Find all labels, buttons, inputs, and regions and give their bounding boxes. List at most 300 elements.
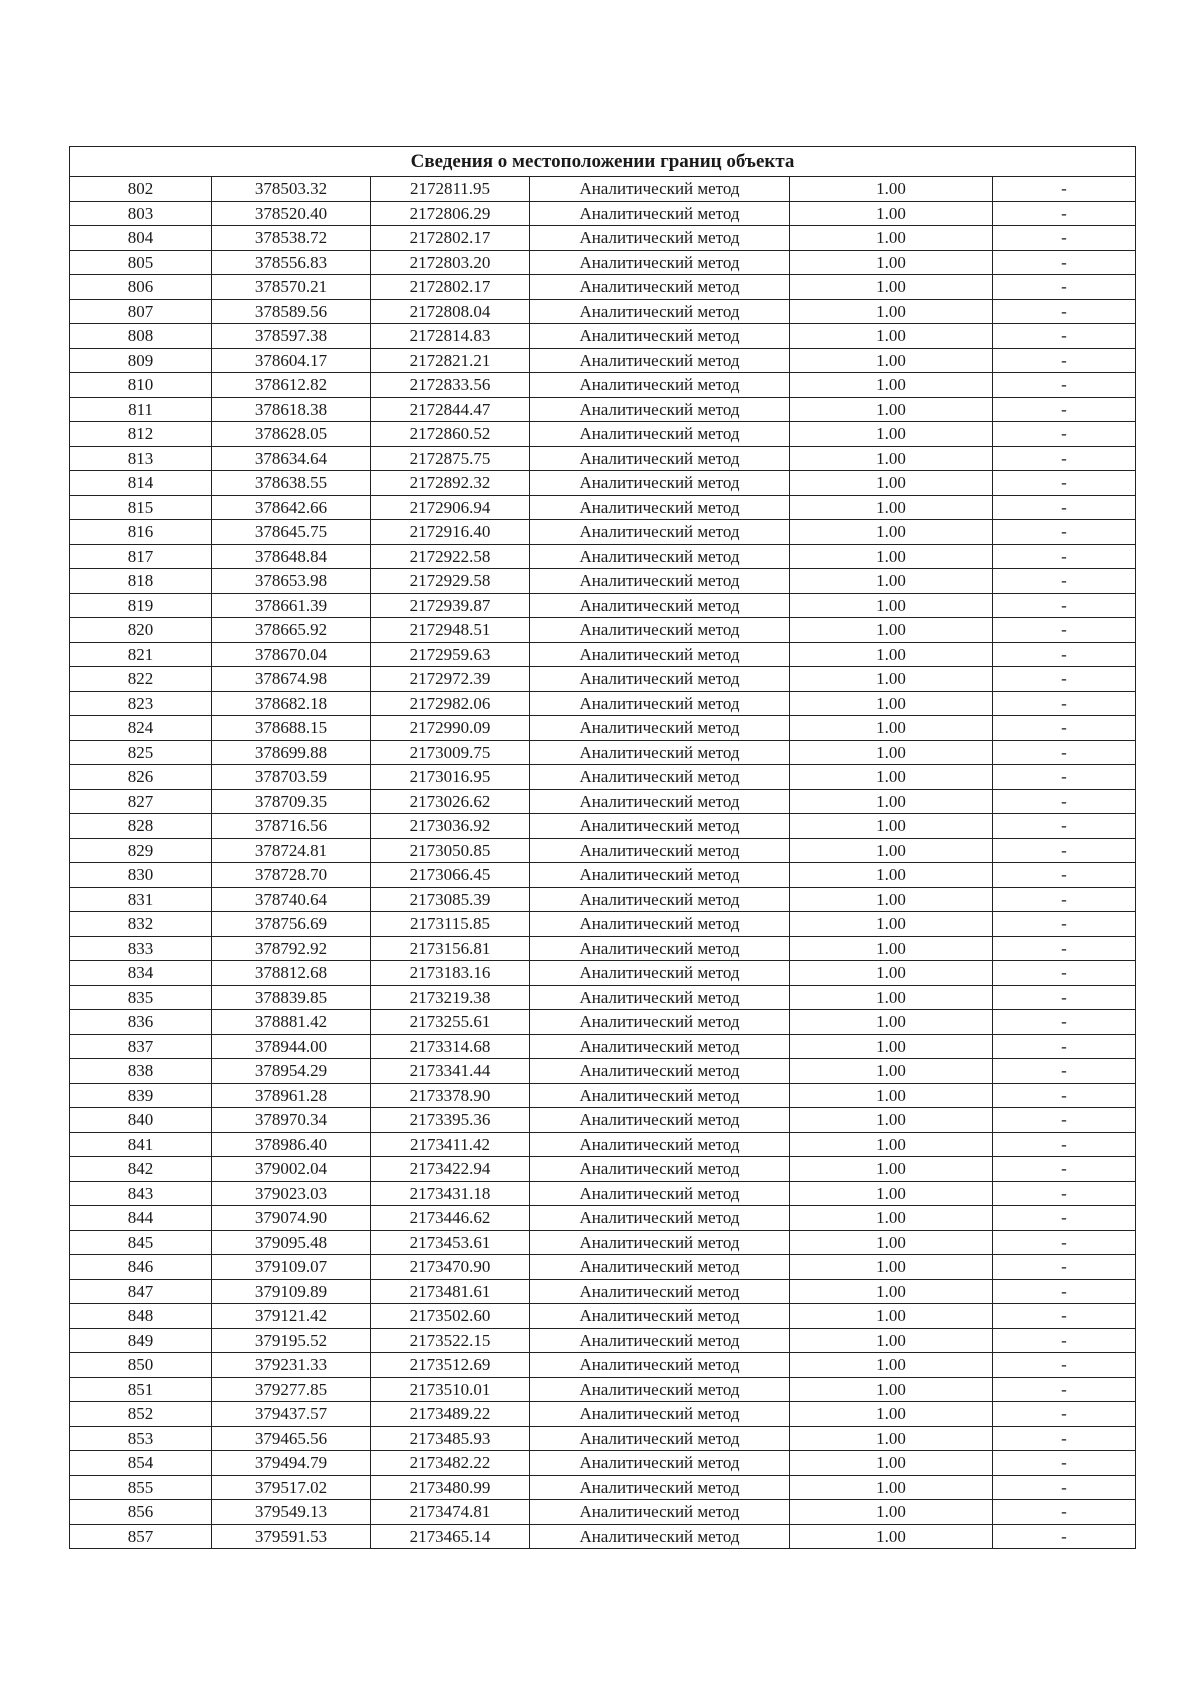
description-cell: - xyxy=(993,397,1136,422)
y-coordinate-cell: 2172959.63 xyxy=(371,642,530,667)
accuracy-cell: 1.00 xyxy=(790,1377,993,1402)
method-cell: Аналитический метод xyxy=(530,1132,790,1157)
description-cell: - xyxy=(993,177,1136,202)
y-coordinate-cell: 2173115.85 xyxy=(371,912,530,937)
x-coordinate-cell: 378792.92 xyxy=(212,936,371,961)
table-row xyxy=(70,1132,1136,1157)
point-number-cell: 814 xyxy=(70,471,212,496)
point-number-cell: 847 xyxy=(70,1279,212,1304)
method-cell: Аналитический метод xyxy=(530,1402,790,1427)
y-coordinate-cell: 2173009.75 xyxy=(371,740,530,765)
method-cell: Аналитический метод xyxy=(530,1230,790,1255)
accuracy-cell: 1.00 xyxy=(790,1059,993,1084)
x-coordinate-cell: 378682.18 xyxy=(212,691,371,716)
y-coordinate-cell: 2172892.32 xyxy=(371,471,530,496)
table-row xyxy=(70,1108,1136,1133)
point-number-cell: 835 xyxy=(70,985,212,1010)
description-cell: - xyxy=(993,1475,1136,1500)
y-coordinate-cell: 2172821.21 xyxy=(371,348,530,373)
y-coordinate-cell: 2172982.06 xyxy=(371,691,530,716)
point-number-cell: 854 xyxy=(70,1451,212,1476)
method-cell: Аналитический метод xyxy=(530,1377,790,1402)
description-cell: - xyxy=(993,789,1136,814)
table-row xyxy=(70,740,1136,765)
point-number-cell: 824 xyxy=(70,716,212,741)
point-number-cell: 813 xyxy=(70,446,212,471)
x-coordinate-cell: 379095.48 xyxy=(212,1230,371,1255)
table-row xyxy=(70,1328,1136,1353)
y-coordinate-cell: 2173395.36 xyxy=(371,1108,530,1133)
point-number-cell: 828 xyxy=(70,814,212,839)
point-number-cell: 849 xyxy=(70,1328,212,1353)
description-cell: - xyxy=(993,569,1136,594)
point-number-cell: 856 xyxy=(70,1500,212,1525)
point-number-cell: 802 xyxy=(70,177,212,202)
table-row xyxy=(70,544,1136,569)
description-cell: - xyxy=(993,838,1136,863)
accuracy-cell: 1.00 xyxy=(790,642,993,667)
description-cell: - xyxy=(993,985,1136,1010)
accuracy-cell: 1.00 xyxy=(790,373,993,398)
method-cell: Аналитический метод xyxy=(530,544,790,569)
table-row xyxy=(70,691,1136,716)
accuracy-cell: 1.00 xyxy=(790,1279,993,1304)
accuracy-cell: 1.00 xyxy=(790,814,993,839)
x-coordinate-cell: 378570.21 xyxy=(212,275,371,300)
method-cell: Аналитический метод xyxy=(530,520,790,545)
method-cell: Аналитический метод xyxy=(530,324,790,349)
description-cell: - xyxy=(993,226,1136,251)
accuracy-cell: 1.00 xyxy=(790,177,993,202)
description-cell: - xyxy=(993,1181,1136,1206)
accuracy-cell: 1.00 xyxy=(790,961,993,986)
table-row xyxy=(70,1083,1136,1108)
method-cell: Аналитический метод xyxy=(530,1500,790,1525)
method-cell: Аналитический метод xyxy=(530,1475,790,1500)
point-number-cell: 842 xyxy=(70,1157,212,1182)
accuracy-cell: 1.00 xyxy=(790,495,993,520)
method-cell: Аналитический метод xyxy=(530,1524,790,1549)
table-row xyxy=(70,495,1136,520)
y-coordinate-cell: 2173453.61 xyxy=(371,1230,530,1255)
method-cell: Аналитический метод xyxy=(530,348,790,373)
y-coordinate-cell: 2172972.39 xyxy=(371,667,530,692)
table-row xyxy=(70,201,1136,226)
method-cell: Аналитический метод xyxy=(530,667,790,692)
accuracy-cell: 1.00 xyxy=(790,667,993,692)
accuracy-cell: 1.00 xyxy=(790,912,993,937)
method-cell: Аналитический метод xyxy=(530,1328,790,1353)
method-cell: Аналитический метод xyxy=(530,1059,790,1084)
method-cell: Аналитический метод xyxy=(530,569,790,594)
x-coordinate-cell: 378520.40 xyxy=(212,201,371,226)
y-coordinate-cell: 2172811.95 xyxy=(371,177,530,202)
description-cell: - xyxy=(993,495,1136,520)
point-number-cell: 803 xyxy=(70,201,212,226)
point-number-cell: 806 xyxy=(70,275,212,300)
x-coordinate-cell: 379195.52 xyxy=(212,1328,371,1353)
point-number-cell: 819 xyxy=(70,593,212,618)
method-cell: Аналитический метод xyxy=(530,275,790,300)
table-row xyxy=(70,324,1136,349)
x-coordinate-cell: 378716.56 xyxy=(212,814,371,839)
accuracy-cell: 1.00 xyxy=(790,1524,993,1549)
table-row xyxy=(70,1181,1136,1206)
point-number-cell: 838 xyxy=(70,1059,212,1084)
x-coordinate-cell: 379517.02 xyxy=(212,1475,371,1500)
table-row xyxy=(70,1279,1136,1304)
method-cell: Аналитический метод xyxy=(530,1083,790,1108)
y-coordinate-cell: 2173474.81 xyxy=(371,1500,530,1525)
y-coordinate-cell: 2172802.17 xyxy=(371,275,530,300)
table-row xyxy=(70,250,1136,275)
method-cell: Аналитический метод xyxy=(530,716,790,741)
accuracy-cell: 1.00 xyxy=(790,1255,993,1280)
y-coordinate-cell: 2172922.58 xyxy=(371,544,530,569)
method-cell: Аналитический метод xyxy=(530,1157,790,1182)
x-coordinate-cell: 378986.40 xyxy=(212,1132,371,1157)
description-cell: - xyxy=(993,642,1136,667)
y-coordinate-cell: 2173378.90 xyxy=(371,1083,530,1108)
y-coordinate-cell: 2172833.56 xyxy=(371,373,530,398)
y-coordinate-cell: 2173481.61 xyxy=(371,1279,530,1304)
accuracy-cell: 1.00 xyxy=(790,716,993,741)
x-coordinate-cell: 378556.83 xyxy=(212,250,371,275)
table-row xyxy=(70,1475,1136,1500)
accuracy-cell: 1.00 xyxy=(790,887,993,912)
x-coordinate-cell: 378604.17 xyxy=(212,348,371,373)
y-coordinate-cell: 2173314.68 xyxy=(371,1034,530,1059)
x-coordinate-cell: 378674.98 xyxy=(212,667,371,692)
accuracy-cell: 1.00 xyxy=(790,1083,993,1108)
point-number-cell: 830 xyxy=(70,863,212,888)
method-cell: Аналитический метод xyxy=(530,593,790,618)
method-cell: Аналитический метод xyxy=(530,397,790,422)
point-number-cell: 811 xyxy=(70,397,212,422)
description-cell: - xyxy=(993,691,1136,716)
description-cell: - xyxy=(993,1279,1136,1304)
method-cell: Аналитический метод xyxy=(530,1426,790,1451)
description-cell: - xyxy=(993,740,1136,765)
table-row xyxy=(70,961,1136,986)
y-coordinate-cell: 2173026.62 xyxy=(371,789,530,814)
description-cell: - xyxy=(993,1230,1136,1255)
y-coordinate-cell: 2173512.69 xyxy=(371,1353,530,1378)
point-number-cell: 822 xyxy=(70,667,212,692)
point-number-cell: 805 xyxy=(70,250,212,275)
y-coordinate-cell: 2172906.94 xyxy=(371,495,530,520)
accuracy-cell: 1.00 xyxy=(790,740,993,765)
accuracy-cell: 1.00 xyxy=(790,201,993,226)
method-cell: Аналитический метод xyxy=(530,422,790,447)
accuracy-cell: 1.00 xyxy=(790,1181,993,1206)
point-number-cell: 825 xyxy=(70,740,212,765)
table-row xyxy=(70,177,1136,202)
accuracy-cell: 1.00 xyxy=(790,397,993,422)
method-cell: Аналитический метод xyxy=(530,985,790,1010)
point-number-cell: 818 xyxy=(70,569,212,594)
x-coordinate-cell: 378670.04 xyxy=(212,642,371,667)
method-cell: Аналитический метод xyxy=(530,177,790,202)
point-number-cell: 839 xyxy=(70,1083,212,1108)
x-coordinate-cell: 378728.70 xyxy=(212,863,371,888)
point-number-cell: 827 xyxy=(70,789,212,814)
table-row xyxy=(70,1034,1136,1059)
y-coordinate-cell: 2173341.44 xyxy=(371,1059,530,1084)
table-header xyxy=(70,147,1136,177)
description-cell: - xyxy=(993,618,1136,643)
x-coordinate-cell: 378970.34 xyxy=(212,1108,371,1133)
table-row xyxy=(70,471,1136,496)
y-coordinate-cell: 2173489.22 xyxy=(371,1402,530,1427)
method-cell: Аналитический метод xyxy=(530,495,790,520)
x-coordinate-cell: 378756.69 xyxy=(212,912,371,937)
y-coordinate-cell: 2173016.95 xyxy=(371,765,530,790)
accuracy-cell: 1.00 xyxy=(790,569,993,594)
method-cell: Аналитический метод xyxy=(530,642,790,667)
point-number-cell: 826 xyxy=(70,765,212,790)
accuracy-cell: 1.00 xyxy=(790,226,993,251)
method-cell: Аналитический метод xyxy=(530,838,790,863)
x-coordinate-cell: 379109.89 xyxy=(212,1279,371,1304)
point-number-cell: 837 xyxy=(70,1034,212,1059)
y-coordinate-cell: 2172990.09 xyxy=(371,716,530,741)
y-coordinate-cell: 2173485.93 xyxy=(371,1426,530,1451)
method-cell: Аналитический метод xyxy=(530,789,790,814)
y-coordinate-cell: 2173050.85 xyxy=(371,838,530,863)
point-number-cell: 851 xyxy=(70,1377,212,1402)
description-cell: - xyxy=(993,1206,1136,1231)
description-cell: - xyxy=(993,1353,1136,1378)
point-number-cell: 845 xyxy=(70,1230,212,1255)
description-cell: - xyxy=(993,936,1136,961)
point-number-cell: 846 xyxy=(70,1255,212,1280)
y-coordinate-cell: 2173482.22 xyxy=(371,1451,530,1476)
x-coordinate-cell: 378642.66 xyxy=(212,495,371,520)
description-cell: - xyxy=(993,299,1136,324)
description-cell: - xyxy=(993,250,1136,275)
description-cell: - xyxy=(993,520,1136,545)
point-number-cell: 816 xyxy=(70,520,212,545)
method-cell: Аналитический метод xyxy=(530,471,790,496)
accuracy-cell: 1.00 xyxy=(790,765,993,790)
accuracy-cell: 1.00 xyxy=(790,1500,993,1525)
table-row xyxy=(70,373,1136,398)
table-row xyxy=(70,226,1136,251)
x-coordinate-cell: 379074.90 xyxy=(212,1206,371,1231)
table-row xyxy=(70,642,1136,667)
accuracy-cell: 1.00 xyxy=(790,789,993,814)
description-cell: - xyxy=(993,912,1136,937)
point-number-cell: 834 xyxy=(70,961,212,986)
accuracy-cell: 1.00 xyxy=(790,1108,993,1133)
accuracy-cell: 1.00 xyxy=(790,1475,993,1500)
table-row xyxy=(70,569,1136,594)
method-cell: Аналитический метод xyxy=(530,618,790,643)
point-number-cell: 812 xyxy=(70,422,212,447)
table-row xyxy=(70,1402,1136,1427)
table-row xyxy=(70,814,1136,839)
description-cell: - xyxy=(993,1255,1136,1280)
table-row xyxy=(70,446,1136,471)
x-coordinate-cell: 378612.82 xyxy=(212,373,371,398)
table-row xyxy=(70,789,1136,814)
description-cell: - xyxy=(993,1010,1136,1035)
table-row xyxy=(70,1230,1136,1255)
x-coordinate-cell: 378661.39 xyxy=(212,593,371,618)
x-coordinate-cell: 379549.13 xyxy=(212,1500,371,1525)
table-row xyxy=(70,348,1136,373)
point-number-cell: 836 xyxy=(70,1010,212,1035)
point-number-cell: 840 xyxy=(70,1108,212,1133)
table-body xyxy=(70,177,1136,1549)
x-coordinate-cell: 378961.28 xyxy=(212,1083,371,1108)
x-coordinate-cell: 379023.03 xyxy=(212,1181,371,1206)
table-row xyxy=(70,1500,1136,1525)
x-coordinate-cell: 379465.56 xyxy=(212,1426,371,1451)
table-row xyxy=(70,593,1136,618)
accuracy-cell: 1.00 xyxy=(790,1426,993,1451)
y-coordinate-cell: 2172814.83 xyxy=(371,324,530,349)
point-number-cell: 857 xyxy=(70,1524,212,1549)
y-coordinate-cell: 2173510.01 xyxy=(371,1377,530,1402)
accuracy-cell: 1.00 xyxy=(790,691,993,716)
point-number-cell: 853 xyxy=(70,1426,212,1451)
table-row xyxy=(70,397,1136,422)
table-row xyxy=(70,1255,1136,1280)
method-cell: Аналитический метод xyxy=(530,250,790,275)
accuracy-cell: 1.00 xyxy=(790,1402,993,1427)
point-number-cell: 823 xyxy=(70,691,212,716)
y-coordinate-cell: 2173085.39 xyxy=(371,887,530,912)
method-cell: Аналитический метод xyxy=(530,373,790,398)
accuracy-cell: 1.00 xyxy=(790,1034,993,1059)
accuracy-cell: 1.00 xyxy=(790,275,993,300)
description-cell: - xyxy=(993,275,1136,300)
method-cell: Аналитический метод xyxy=(530,1034,790,1059)
point-number-cell: 821 xyxy=(70,642,212,667)
x-coordinate-cell: 378740.64 xyxy=(212,887,371,912)
x-coordinate-cell: 379109.07 xyxy=(212,1255,371,1280)
table-row xyxy=(70,838,1136,863)
y-coordinate-cell: 2173502.60 xyxy=(371,1304,530,1329)
table-row xyxy=(70,912,1136,937)
y-coordinate-cell: 2173219.38 xyxy=(371,985,530,1010)
table-row xyxy=(70,618,1136,643)
method-cell: Аналитический метод xyxy=(530,863,790,888)
accuracy-cell: 1.00 xyxy=(790,1230,993,1255)
description-cell: - xyxy=(993,373,1136,398)
description-cell: - xyxy=(993,1034,1136,1059)
x-coordinate-cell: 378688.15 xyxy=(212,716,371,741)
x-coordinate-cell: 378618.38 xyxy=(212,397,371,422)
y-coordinate-cell: 2172802.17 xyxy=(371,226,530,251)
y-coordinate-cell: 2172806.29 xyxy=(371,201,530,226)
description-cell: - xyxy=(993,446,1136,471)
description-cell: - xyxy=(993,1132,1136,1157)
table-row xyxy=(70,1157,1136,1182)
y-coordinate-cell: 2172875.75 xyxy=(371,446,530,471)
table-row xyxy=(70,1377,1136,1402)
description-cell: - xyxy=(993,1377,1136,1402)
point-number-cell: 844 xyxy=(70,1206,212,1231)
table-row xyxy=(70,520,1136,545)
accuracy-cell: 1.00 xyxy=(790,1206,993,1231)
y-coordinate-cell: 2173470.90 xyxy=(371,1255,530,1280)
description-cell: - xyxy=(993,422,1136,447)
y-coordinate-cell: 2173480.99 xyxy=(371,1475,530,1500)
accuracy-cell: 1.00 xyxy=(790,1132,993,1157)
x-coordinate-cell: 378589.56 xyxy=(212,299,371,324)
x-coordinate-cell: 379002.04 xyxy=(212,1157,371,1182)
description-cell: - xyxy=(993,1524,1136,1549)
accuracy-cell: 1.00 xyxy=(790,1353,993,1378)
description-cell: - xyxy=(993,201,1136,226)
table-row xyxy=(70,1426,1136,1451)
point-number-cell: 817 xyxy=(70,544,212,569)
x-coordinate-cell: 378638.55 xyxy=(212,471,371,496)
x-coordinate-cell: 378954.29 xyxy=(212,1059,371,1084)
method-cell: Аналитический метод xyxy=(530,765,790,790)
x-coordinate-cell: 378665.92 xyxy=(212,618,371,643)
point-number-cell: 832 xyxy=(70,912,212,937)
x-coordinate-cell: 379437.57 xyxy=(212,1402,371,1427)
y-coordinate-cell: 2172860.52 xyxy=(371,422,530,447)
x-coordinate-cell: 378628.05 xyxy=(212,422,371,447)
x-coordinate-cell: 378944.00 xyxy=(212,1034,371,1059)
accuracy-cell: 1.00 xyxy=(790,299,993,324)
accuracy-cell: 1.00 xyxy=(790,1451,993,1476)
accuracy-cell: 1.00 xyxy=(790,250,993,275)
point-number-cell: 829 xyxy=(70,838,212,863)
method-cell: Аналитический метод xyxy=(530,912,790,937)
y-coordinate-cell: 2173465.14 xyxy=(371,1524,530,1549)
point-number-cell: 855 xyxy=(70,1475,212,1500)
table-row xyxy=(70,1353,1136,1378)
boundary-coordinates-table xyxy=(69,146,1136,1549)
point-number-cell: 843 xyxy=(70,1181,212,1206)
x-coordinate-cell: 378839.85 xyxy=(212,985,371,1010)
title-row xyxy=(70,147,1136,177)
y-coordinate-cell: 2173156.81 xyxy=(371,936,530,961)
x-coordinate-cell: 379277.85 xyxy=(212,1377,371,1402)
description-cell: - xyxy=(993,1304,1136,1329)
x-coordinate-cell: 378724.81 xyxy=(212,838,371,863)
description-cell: - xyxy=(993,667,1136,692)
description-cell: - xyxy=(993,863,1136,888)
method-cell: Аналитический метод xyxy=(530,1206,790,1231)
x-coordinate-cell: 378653.98 xyxy=(212,569,371,594)
x-coordinate-cell: 378634.64 xyxy=(212,446,371,471)
x-coordinate-cell: 378538.72 xyxy=(212,226,371,251)
method-cell: Аналитический метод xyxy=(530,740,790,765)
accuracy-cell: 1.00 xyxy=(790,936,993,961)
table-row xyxy=(70,887,1136,912)
point-number-cell: 815 xyxy=(70,495,212,520)
x-coordinate-cell: 378503.32 xyxy=(212,177,371,202)
accuracy-cell: 1.00 xyxy=(790,446,993,471)
accuracy-cell: 1.00 xyxy=(790,520,993,545)
accuracy-cell: 1.00 xyxy=(790,324,993,349)
point-number-cell: 833 xyxy=(70,936,212,961)
y-coordinate-cell: 2173036.92 xyxy=(371,814,530,839)
y-coordinate-cell: 2173522.15 xyxy=(371,1328,530,1353)
accuracy-cell: 1.00 xyxy=(790,985,993,1010)
accuracy-cell: 1.00 xyxy=(790,544,993,569)
method-cell: Аналитический метод xyxy=(530,1255,790,1280)
x-coordinate-cell: 379494.79 xyxy=(212,1451,371,1476)
y-coordinate-cell: 2172929.58 xyxy=(371,569,530,594)
